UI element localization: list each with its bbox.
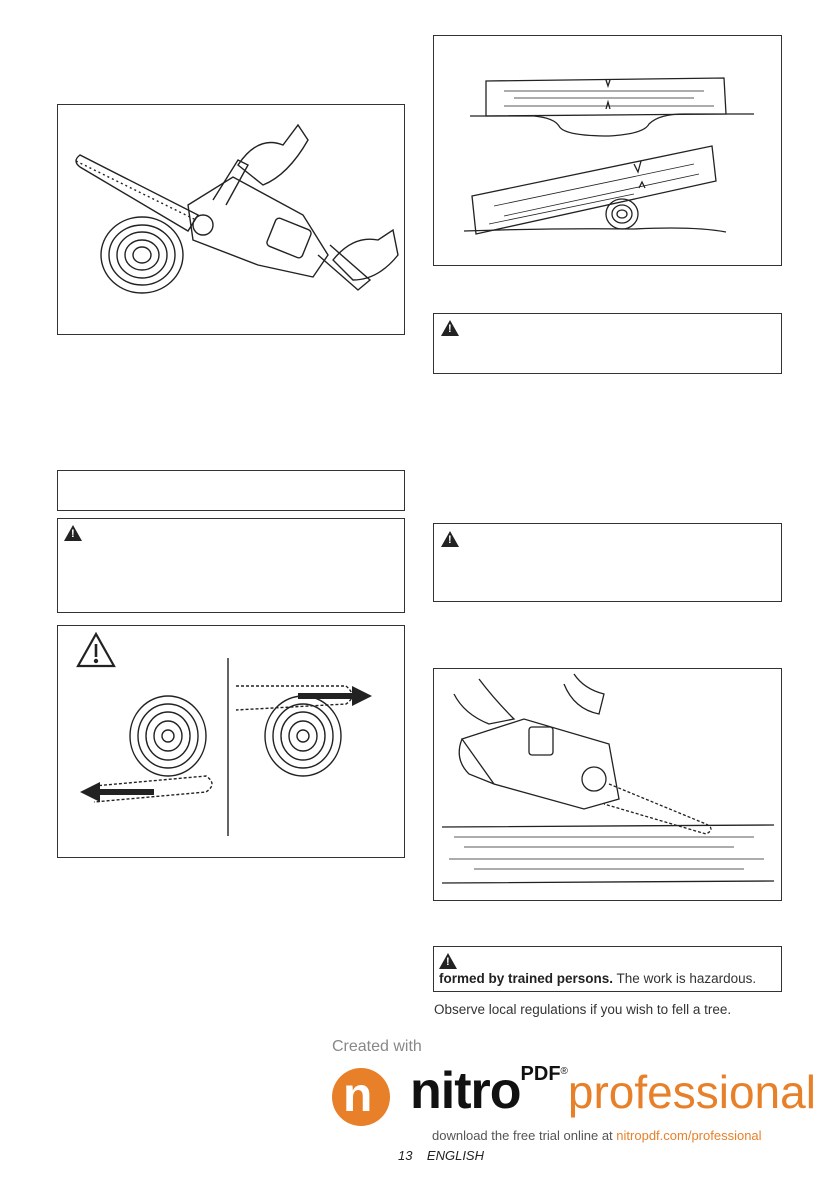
warning-triangle-icon xyxy=(441,531,459,547)
chainsaw-on-log-illustration xyxy=(434,669,781,900)
page-footer xyxy=(398,1148,484,1163)
felling-note: Observe local regulations if you wish to fell a tree. xyxy=(434,1002,732,1017)
brand-reg: ® xyxy=(560,1066,568,1077)
figure-chainsaw-log-cut xyxy=(57,104,405,335)
figure-log-support xyxy=(433,35,782,266)
kickback-illustration xyxy=(58,626,404,857)
watermark-brand xyxy=(410,1061,816,1121)
felling-warning-rest: The work is hazardous. xyxy=(613,971,757,986)
watermark-trial xyxy=(432,1128,762,1143)
warning-triangle-icon xyxy=(441,320,459,336)
brand-pdf: PDF xyxy=(520,1063,561,1085)
warning-box-left xyxy=(57,518,405,613)
log-support-illustration xyxy=(434,36,781,265)
arrow-icon xyxy=(80,686,372,802)
page-number: 13 xyxy=(398,1148,413,1163)
felling-warning-text xyxy=(439,971,756,986)
trial-url: nitropdf.com/professional xyxy=(616,1128,762,1143)
nitro-watermark xyxy=(330,1036,830,1146)
nitro-logo-icon: n xyxy=(332,1068,390,1126)
note-box-left xyxy=(57,470,405,511)
warning-box-right-1 xyxy=(433,313,782,374)
chainsaw-log-illustration xyxy=(58,105,404,334)
trial-text: download the free trial online at xyxy=(432,1128,617,1143)
brand-professional: professional xyxy=(567,1066,816,1118)
warning-triangle-icon xyxy=(64,525,82,541)
felling-warning-bold: formed by trained persons. xyxy=(439,971,614,986)
warning-box-felling xyxy=(433,946,782,992)
warning-triangle-icon xyxy=(439,953,457,969)
warning-box-right-2 xyxy=(433,523,782,602)
brand-nitro: nitro xyxy=(410,1062,521,1120)
figure-chainsaw-on-log xyxy=(433,668,782,901)
watermark-created-with: Created with xyxy=(332,1038,422,1055)
figure-kickback-direction xyxy=(57,625,405,858)
footer-language: ENGLISH xyxy=(426,1148,484,1163)
